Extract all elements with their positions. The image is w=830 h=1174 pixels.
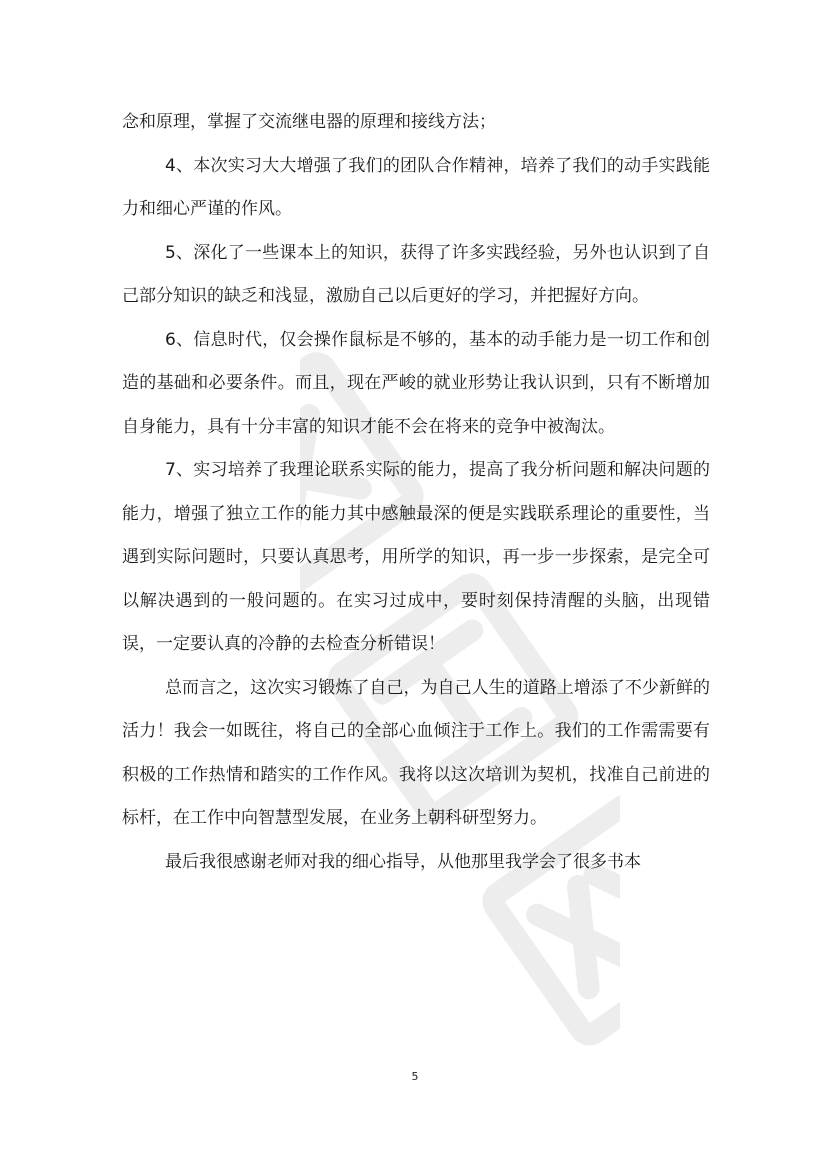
document-body bbox=[122, 101, 710, 884]
paragraph-item-4: 4、本次实习大大增强了我们的团队合作精神，培养了我们的动手实践能力和细心严谨的作风。 bbox=[122, 155, 710, 219]
paragraph-thanks: 最后我很感谢老师对我的细心指导，从他那里我学会了很多书本 bbox=[165, 851, 641, 872]
paragraph-continuation: 念和原理，掌握了交流继电器的原理和接线方法； bbox=[122, 112, 496, 132]
paragraph-item-6: 6、信息时代，仅会操作鼠标是不够的，基本的动手能力是一切工作和创造的基础和必要条件。而且，现在严峻的就业形势让我认识到，只有不断增加自身能力，具有十分丰富的知识才能不会在将来的竞争中被淘汰。 bbox=[122, 329, 710, 437]
paragraph-summary: 总而言之，这次实习锻炼了自己，为自己人生的道路上增添了不少新鲜的活力！我会一如既往，将自己的全部心血倾注于工作上。我们的工作需需要有积极的工作热情和踏实的工作作风。我将以这次培训为契机，找准自己前进的标杆，在工作中向智慧型发展，在业务上朝科研型努力。 bbox=[122, 677, 710, 828]
paragraph-item-5: 5、深化了一些课本上的知识，获得了许多实践经验，另外也认识到了自己部分知识的缺乏和浅显，激励自己以后更好的学习，并把握好方向。 bbox=[122, 242, 710, 306]
paragraph-item-7: 7、实习培养了我理论联系实际的能力，提高了我分析问题和解决问题的能力，增强了独立工作的能力其中感触最深的便是实践联系理论的重要性，当遇到实际问题时，只要认真思考，用所学的知识，再一步一步探索，是完全可以解决遇到的一般问题的。在实习过成中，要时刻保持清醒的头脑，出现错误，一定要认真的冷静的去检查分析错误！ bbox=[122, 460, 710, 654]
page-number: 5 bbox=[411, 1070, 419, 1083]
